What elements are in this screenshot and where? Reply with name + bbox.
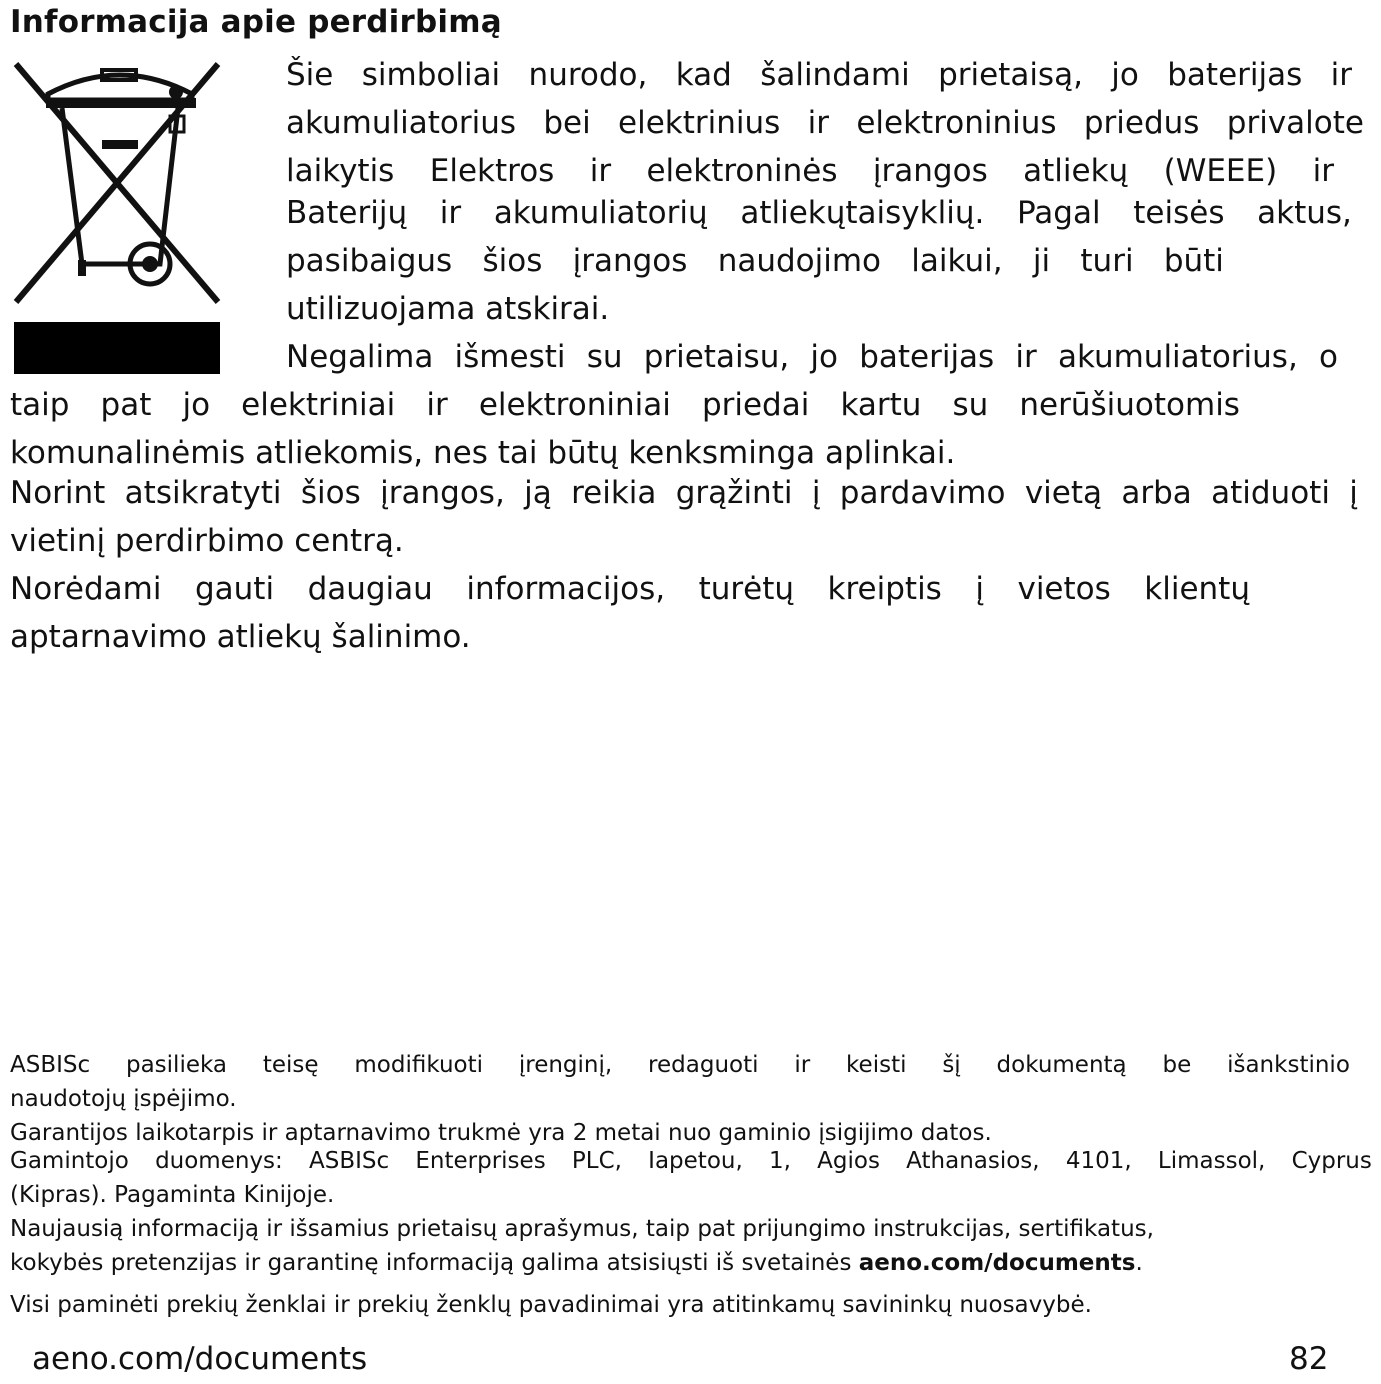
word: išmesti <box>454 339 566 375</box>
word: Iapetou, <box>648 1148 743 1174</box>
footer-line <box>10 1252 1143 1275</box>
footer-line: Naujausią informaciją ir išsamius prietaisų aprašymus, taip pat prijungimo instrukcijas, sertifikatus, <box>10 1218 1154 1241</box>
word: elektrinius <box>618 105 781 141</box>
word: pardavimo <box>839 475 1006 511</box>
text-line: utilizuojama atskirai. <box>286 291 610 327</box>
word: Cyprus <box>1291 1148 1372 1174</box>
word: akumuliatorius <box>286 105 516 141</box>
word: duomenys: <box>155 1148 283 1174</box>
word: jo <box>1111 57 1139 93</box>
word: bei <box>543 105 591 141</box>
word: atliekųtaisyklių. <box>740 195 985 231</box>
word: baterijas <box>859 339 995 375</box>
word: prietaisą, <box>938 57 1083 93</box>
word: grąžinti <box>675 475 793 511</box>
word: akumuliatorių <box>493 195 708 231</box>
word: reikia <box>571 475 657 511</box>
word: teisę <box>262 1052 319 1078</box>
footer-line: Visi paminėti prekių ženklai ir prekių ženklų pavadinimai yra atitinkamų savininkų nuosavybė. <box>10 1292 1092 1318</box>
footer-line <box>10 1150 1372 1173</box>
word: Elektros <box>429 153 555 189</box>
text-line <box>10 475 1358 511</box>
word: pasibaigus <box>286 243 453 279</box>
word: Pagal <box>1017 195 1101 231</box>
page-number: 82 <box>1289 1341 1329 1377</box>
word: jo <box>810 339 838 375</box>
word: šį <box>942 1052 961 1078</box>
word: kad <box>675 57 732 93</box>
text-line <box>286 105 1364 141</box>
word: simboliai <box>361 57 501 93</box>
text-line: komunalinėmis atliekomis, nes tai būtų kenksminga aplinkai. <box>10 435 956 471</box>
word: o <box>1318 339 1338 375</box>
word: turėtų <box>698 571 795 607</box>
footer-line: Garantijos laikotarpis ir aptarnavimo trukmė yra 2 metai nuo gaminio įsigijimo datos. <box>10 1120 992 1146</box>
word: ir <box>1312 153 1334 189</box>
word: atliekų <box>1023 153 1129 189</box>
word: į <box>975 571 984 607</box>
footer-line: (Kipras). Pagaminta Kinijoje. <box>10 1182 335 1208</box>
word: į <box>811 475 821 511</box>
word: ir <box>794 1052 811 1078</box>
word: ir <box>426 387 448 423</box>
word: su <box>952 387 989 423</box>
word: redaguoti <box>648 1052 759 1078</box>
word: Norint <box>10 475 106 511</box>
word: įrangos <box>572 243 688 279</box>
word: įrangos, <box>380 475 505 511</box>
word: laikui, <box>911 243 1003 279</box>
word: priedai <box>701 387 810 423</box>
text-line <box>10 387 1240 423</box>
word: (WEEE) <box>1163 153 1278 189</box>
word: be <box>1162 1052 1192 1078</box>
text-line <box>286 339 1338 375</box>
footer-line <box>10 1054 1350 1077</box>
word: privalote <box>1226 105 1364 141</box>
word: būti <box>1163 243 1224 279</box>
word: ir <box>1330 57 1352 93</box>
word: įrenginį, <box>518 1052 613 1078</box>
word: šios <box>300 475 361 511</box>
word: Gamintojo <box>10 1148 129 1174</box>
word: keisti <box>846 1052 907 1078</box>
word: ir <box>807 105 829 141</box>
word: Šie <box>286 57 334 93</box>
word: baterijas <box>1167 57 1303 93</box>
word: ASBISc <box>10 1052 91 1078</box>
word: jo <box>182 387 211 423</box>
word: į <box>1349 475 1358 511</box>
text-line <box>286 243 1224 279</box>
text-line <box>286 57 1352 93</box>
word: atiduoti <box>1211 475 1330 511</box>
word: Baterijų <box>286 195 408 231</box>
word: arba <box>1121 475 1192 511</box>
word: elektroniniai <box>478 387 671 423</box>
word: ir <box>439 195 462 231</box>
word: PLC, <box>571 1148 622 1174</box>
word: 1, <box>769 1148 791 1174</box>
word: dokumentą <box>996 1052 1127 1078</box>
word: Negalima <box>286 339 434 375</box>
word: ir <box>589 153 612 189</box>
text-line: aptarnavimo atliekų šalinimo. <box>10 619 471 655</box>
word: su <box>586 339 623 375</box>
word: vietą <box>1024 475 1102 511</box>
word: kreiptis <box>827 571 942 607</box>
word: ir <box>1015 339 1037 375</box>
word: laikytis <box>286 153 395 189</box>
word: ją <box>524 475 552 511</box>
word: taip <box>10 387 70 423</box>
word: atsikratyti <box>124 475 282 511</box>
word: gauti <box>194 571 275 607</box>
word: ji <box>1032 243 1051 279</box>
word: Enterprises <box>415 1148 546 1174</box>
word: šios <box>482 243 543 279</box>
footer-line-text: kokybės pretenzijas ir garantinę informaciją galima atsisiųsti iš svetainės <box>10 1250 859 1276</box>
crossed-out-wheelie-bin-icon <box>10 60 222 378</box>
word: Norėdami <box>10 571 162 607</box>
word: elektroninės <box>646 153 838 189</box>
word: išankstinio <box>1227 1052 1350 1078</box>
word: daugiau <box>307 571 433 607</box>
word: nurodo, <box>528 57 648 93</box>
footer-line: naudotojų įspėjimo. <box>10 1086 237 1112</box>
word: kartu <box>840 387 922 423</box>
text-line <box>10 571 1250 607</box>
word: ASBISc <box>309 1148 390 1174</box>
word: Limassol, <box>1157 1148 1266 1174</box>
word: vietos <box>1017 571 1111 607</box>
word: Agios <box>817 1148 880 1174</box>
text-line <box>286 195 1352 231</box>
word: teisės <box>1133 195 1225 231</box>
word: informacijos, <box>466 571 666 607</box>
word: naudojimo <box>717 243 882 279</box>
word: akumuliatorius, <box>1057 339 1298 375</box>
word: elektroninius <box>856 105 1057 141</box>
word: prietaisu, <box>643 339 790 375</box>
word: turi <box>1080 243 1134 279</box>
footer-line-punct: . <box>1135 1250 1143 1276</box>
page-title: Informacija apie perdirbimą <box>10 4 502 40</box>
word: šalindami <box>760 57 910 93</box>
word: priedus <box>1083 105 1200 141</box>
page-footer-url[interactable]: aeno.com/documents <box>32 1344 368 1375</box>
word: modifikuoti <box>354 1052 484 1078</box>
word: nerūšiuotomis <box>1019 387 1240 423</box>
word: klientų <box>1144 571 1250 607</box>
word: elektriniai <box>241 387 396 423</box>
word: Athanasios, <box>906 1148 1040 1174</box>
word: įrangos <box>872 153 988 189</box>
word: pat <box>100 387 152 423</box>
documents-link[interactable]: aeno.com/documents <box>858 1250 1136 1276</box>
word: pasilieka <box>125 1052 227 1078</box>
word: aktus, <box>1257 195 1352 231</box>
word: 4101, <box>1065 1148 1132 1174</box>
text-line: vietinį perdirbimo centrą. <box>10 523 404 559</box>
text-line <box>286 153 1334 189</box>
